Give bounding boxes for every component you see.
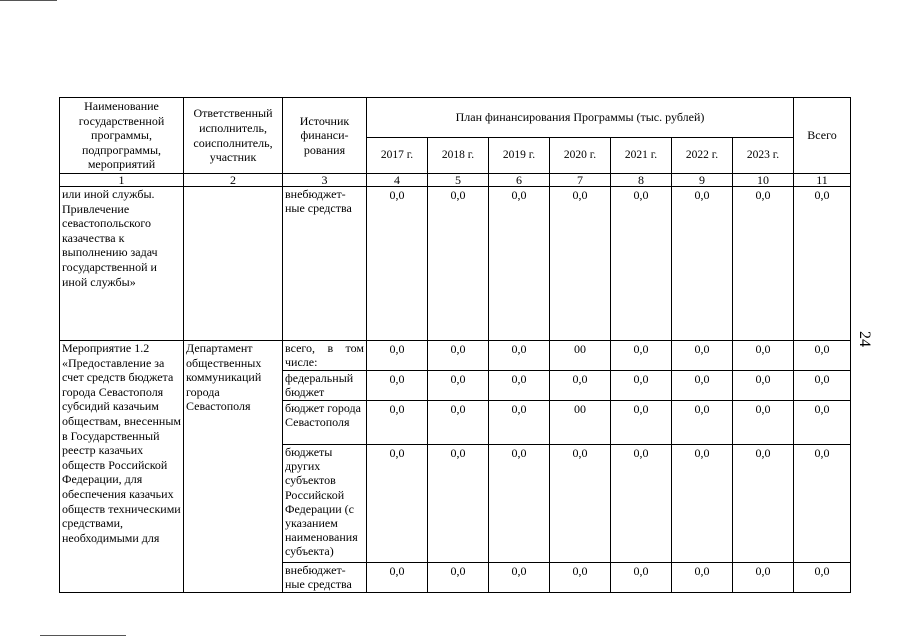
value-2022: 0,0 — [672, 445, 733, 563]
value-2017: 0,0 — [367, 563, 428, 593]
value-total: 0,0 — [794, 445, 851, 563]
header-source: Источник финанси-рования — [283, 98, 367, 174]
value-2023: 0,0 — [733, 563, 794, 593]
year-2018: 2018 г. — [428, 138, 489, 174]
value-2019: 0,0 — [489, 341, 550, 371]
col-number: 10 — [733, 174, 794, 187]
header-plan: План финансирования Программы (тыс. рублей) — [367, 98, 794, 138]
value-2021: 0,0 — [611, 187, 672, 341]
col-number: 7 — [550, 174, 611, 187]
funding-source: бюджет города Севастополя — [283, 401, 367, 445]
value-2019: 0,0 — [489, 371, 550, 401]
value-2023: 0,0 — [733, 445, 794, 563]
activity-name-continued: или иной службы. Привлечение севастопольского казачества к выполнению задач государственной и иной службы» — [60, 187, 184, 341]
header-responsible: Ответственный исполнитель, соисполнитель, участник — [184, 98, 283, 174]
funding-source: федеральный бюджет — [283, 371, 367, 401]
value-2023: 0,0 — [733, 401, 794, 445]
value-2019: 0,0 — [489, 563, 550, 593]
value-2017: 0,0 — [367, 341, 428, 371]
value-2023: 0,0 — [733, 187, 794, 341]
value-2022: 0,0 — [672, 563, 733, 593]
value-2019: 0,0 — [489, 187, 550, 341]
year-2022: 2022 г. — [672, 138, 733, 174]
value-total: 0,0 — [794, 401, 851, 445]
col-number: 11 — [794, 174, 851, 187]
funding-source: внебюджет-ные средства — [283, 187, 367, 341]
value-2019: 0,0 — [489, 445, 550, 563]
value-2018: 0,0 — [428, 371, 489, 401]
value-2023: 0,0 — [733, 371, 794, 401]
value-total: 0,0 — [794, 371, 851, 401]
activity-name: Мероприятие 1.2 «Предоставление за счет средств бюджета города Севастополя субсидий казачьим обществам, внесенным в Государственный реестр казачьих обществ Российской Федерации, для обеспечения казачьих обществ техническими средствами, необходимыми для — [60, 341, 184, 593]
responsible-cell — [184, 187, 283, 341]
page-number: 24 — [856, 331, 873, 347]
col-number: 2 — [184, 174, 283, 187]
top-rule — [0, 0, 57, 1]
col-number: 6 — [489, 174, 550, 187]
value-2022: 0,0 — [672, 341, 733, 371]
value-2018: 0,0 — [428, 341, 489, 371]
financing-table — [59, 97, 851, 593]
value-2020: 0,0 — [550, 371, 611, 401]
header-total: Всего — [794, 98, 851, 174]
funding-source: всего, в том числе: — [283, 341, 367, 371]
value-2020: 00 — [550, 401, 611, 445]
value-2022: 0,0 — [672, 187, 733, 341]
year-2020: 2020 г. — [550, 138, 611, 174]
bottom-rule — [40, 635, 126, 636]
value-2017: 0,0 — [367, 187, 428, 341]
value-2021: 0,0 — [611, 563, 672, 593]
header-name: Наименование государственной программы, подпрограммы, мероприятий — [60, 98, 184, 174]
value-2018: 0,0 — [428, 445, 489, 563]
value-2022: 0,0 — [672, 401, 733, 445]
value-2017: 0,0 — [367, 445, 428, 563]
value-2018: 0,0 — [428, 187, 489, 341]
table-row — [60, 187, 851, 341]
year-2019: 2019 г. — [489, 138, 550, 174]
value-2020: 0,0 — [550, 563, 611, 593]
value-2019: 0,0 — [489, 401, 550, 445]
funding-source: внебюджет-ные средства — [283, 563, 367, 593]
col-number: 5 — [428, 174, 489, 187]
col-number: 8 — [611, 174, 672, 187]
value-2021: 0,0 — [611, 341, 672, 371]
value-2020: 0,0 — [550, 445, 611, 563]
year-2023: 2023 г. — [733, 138, 794, 174]
value-2021: 0,0 — [611, 371, 672, 401]
responsible-executor: Департамент общественных коммуникаций города Севастополя — [184, 341, 283, 593]
value-2020: 0,0 — [550, 187, 611, 341]
value-2018: 0,0 — [428, 401, 489, 445]
value-total: 0,0 — [794, 341, 851, 371]
value-2023: 0,0 — [733, 341, 794, 371]
year-2017: 2017 г. — [367, 138, 428, 174]
value-total: 0,0 — [794, 563, 851, 593]
col-number: 1 — [60, 174, 184, 187]
value-2017: 0,0 — [367, 371, 428, 401]
col-number: 9 — [672, 174, 733, 187]
value-total: 0,0 — [794, 187, 851, 341]
col-number: 4 — [367, 174, 428, 187]
year-2021: 2021 г. — [611, 138, 672, 174]
value-2021: 0,0 — [611, 401, 672, 445]
value-2020: 00 — [550, 341, 611, 371]
value-2022: 0,0 — [672, 371, 733, 401]
table-row — [60, 341, 851, 371]
funding-source: бюджеты других субъектов Российской Федерации (с указанием наименования субъекта) — [283, 445, 367, 563]
value-2017: 0,0 — [367, 401, 428, 445]
col-number: 3 — [283, 174, 367, 187]
value-2018: 0,0 — [428, 563, 489, 593]
value-2021: 0,0 — [611, 445, 672, 563]
